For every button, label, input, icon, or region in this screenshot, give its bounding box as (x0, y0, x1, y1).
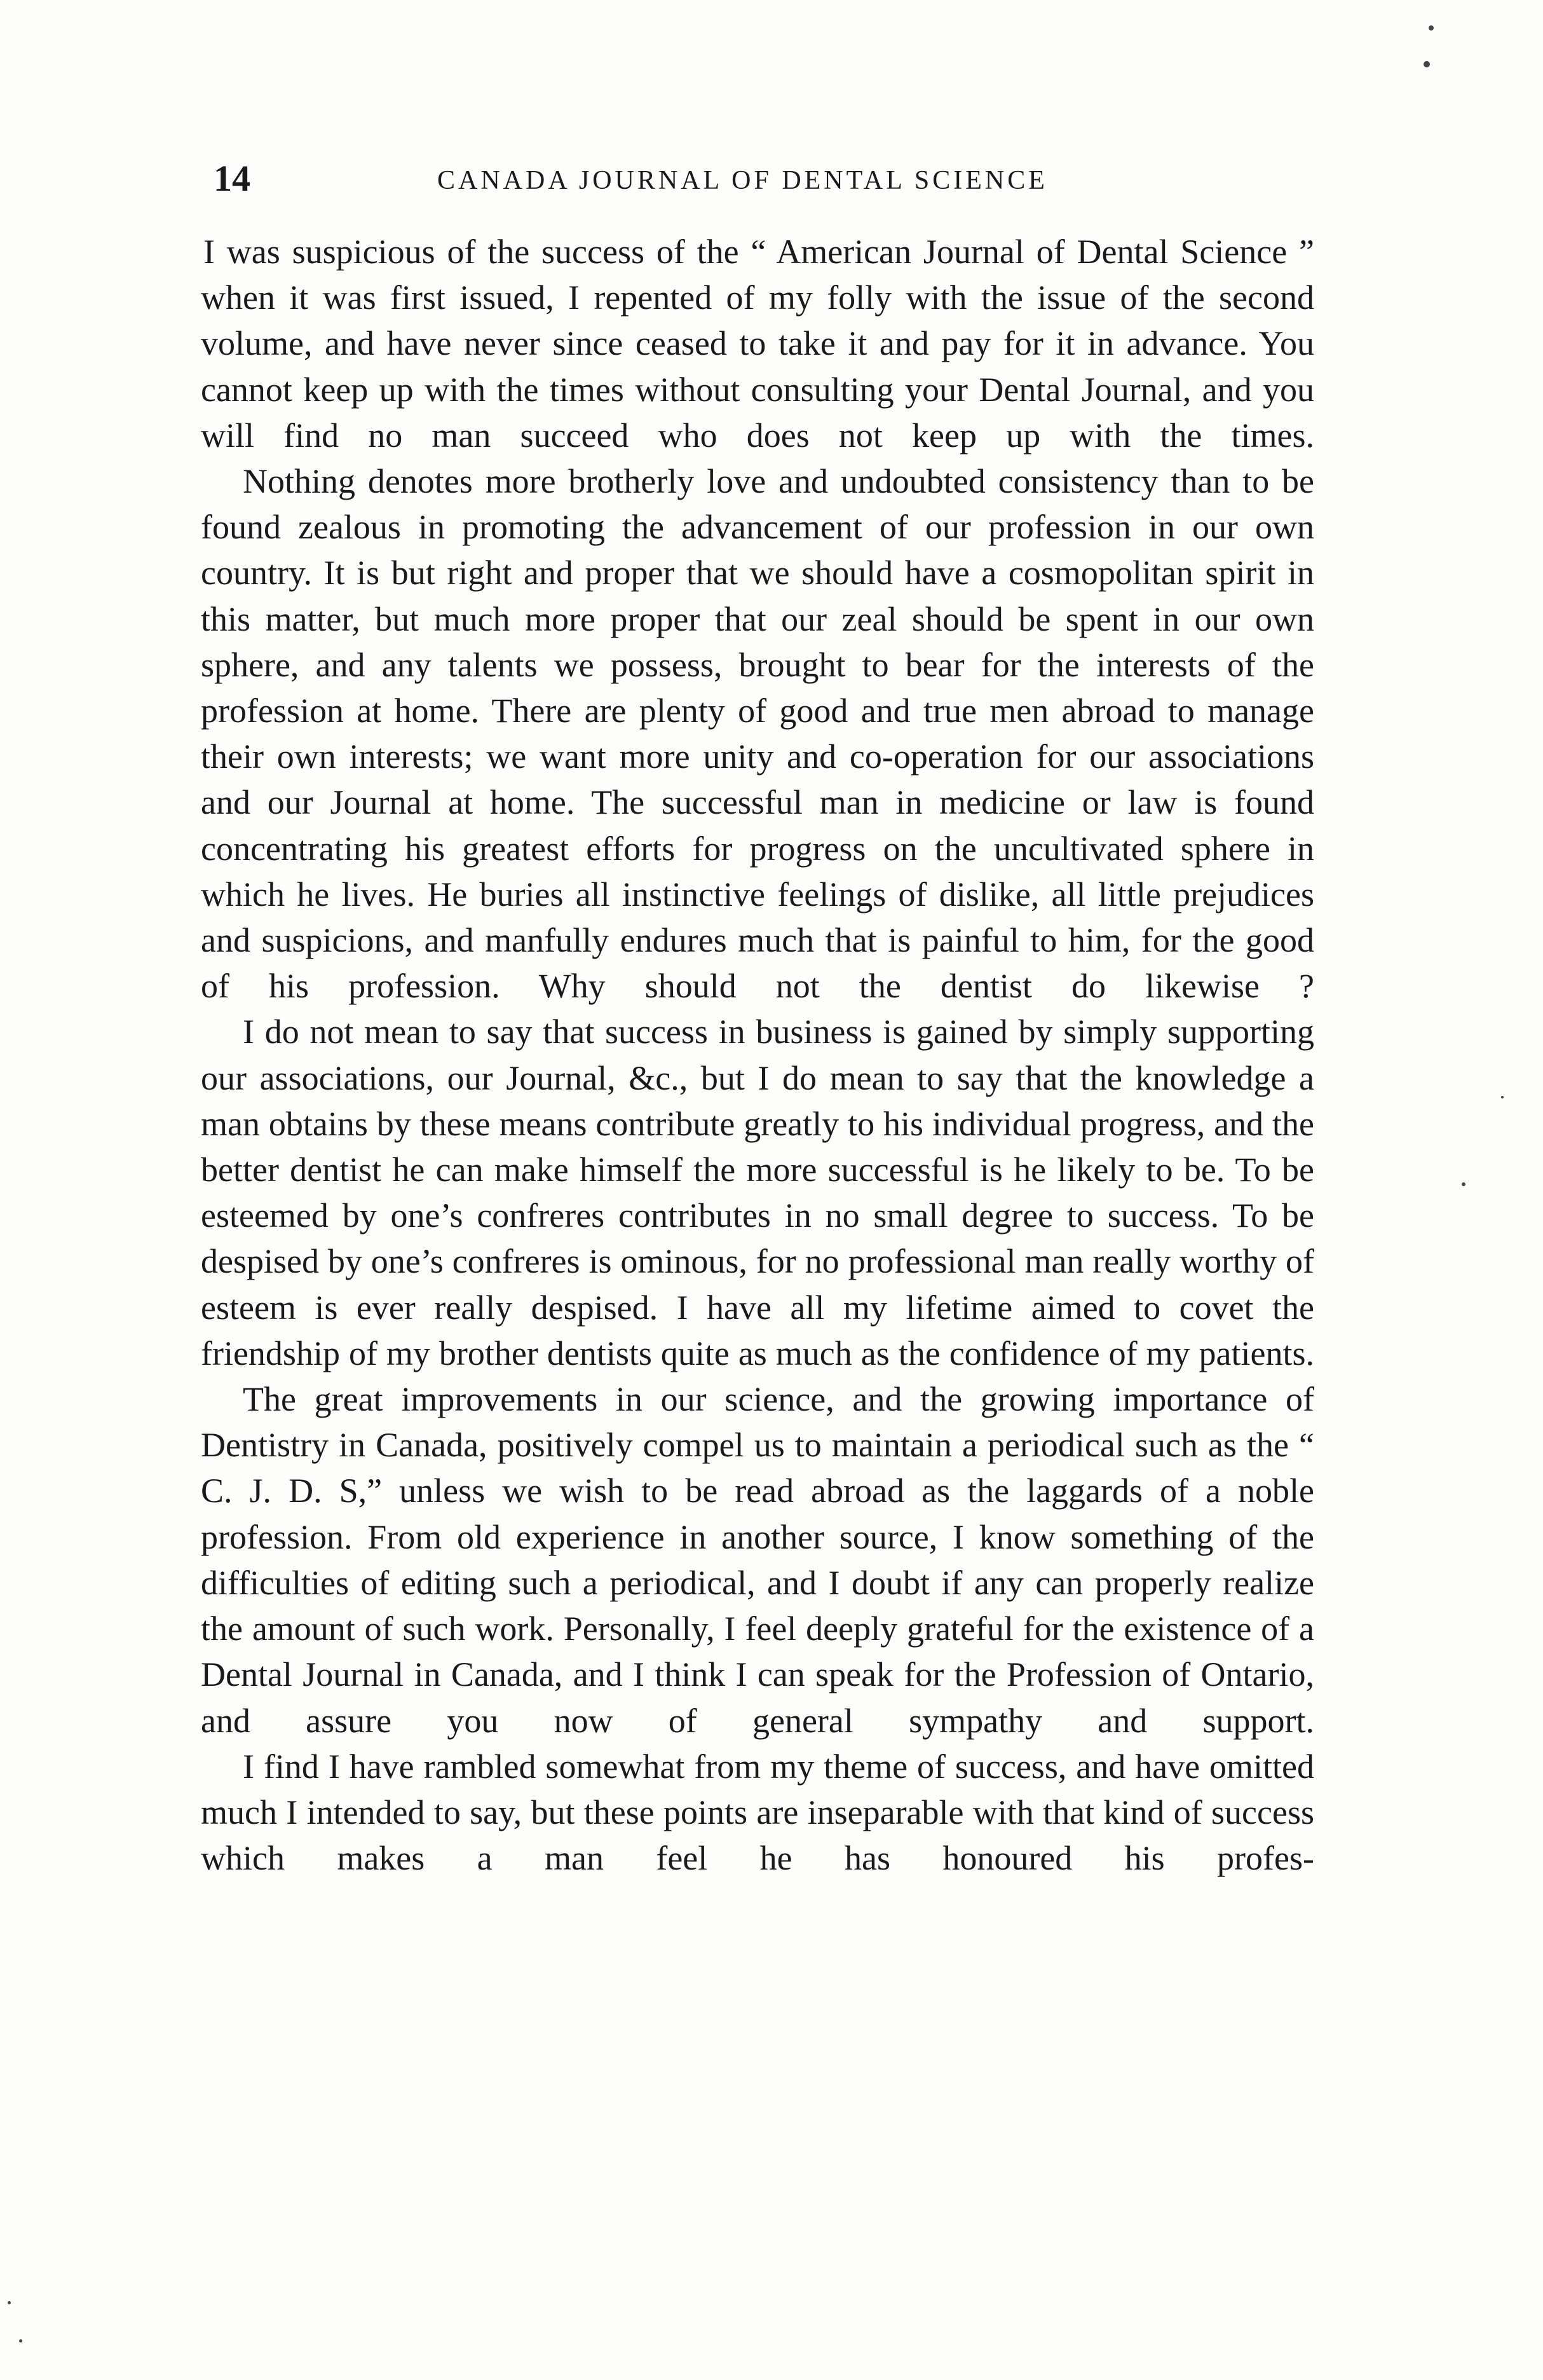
paragraph-4: The great improvements in our science, and the growing importance of Dentistry in Canada, positively compel us to maintain a periodical such as the “ C. J. D. S,” unless we wish to be read abroad as the laggards of a noble profession. From old experience in another source, I know something of the difficulties of editing such a periodical, and I doubt if any can properly realize the amount of such work. Personally, I feel deeply grateful for the existence of a Dental Journal in Canada, and I think I can speak for the Profession of Ontario, and assure you now of general sympathy and support. (201, 1380, 1314, 1740)
running-title: CANADA JOURNAL OF DENTAL SCIENCE (437, 166, 1048, 195)
paragraph-3: I do not mean to say that success in business is gained by simply supporting our associations, our Journal, &c., but I do mean to say that the knowledge a man obtains by these means contribute greatly to his individual progress, and the better dentist he can make himself the more successful is he likely to be. To be esteemed by one’s confreres contributes in no small degree to success. To be despised by one’s confreres is ominous, for no professional man really worthy of esteem is ever really despised. I have all my lifetime aimed to covet the friendship of my brother dentists quite as much as the confidence of my patients. (201, 1013, 1314, 1372)
scan-speck (8, 2301, 11, 2304)
scan-speck (19, 2339, 22, 2342)
scan-speck (1424, 61, 1430, 67)
scan-speck (1462, 1182, 1465, 1186)
article-body (201, 229, 1314, 1881)
scan-speck (1429, 25, 1434, 31)
page-header (208, 156, 1314, 201)
paragraph-1: I was suspicious of the success of the “ American Journal of Dental Science ” when it was first issued, I repented of my folly with the issue of the second volume, and have never since ceased to take it and pay for it in advance. You cannot keep up with the times without consulting your Dental Journal, and you will find no man succeed who does not keep up with the times. (201, 233, 1314, 455)
scan-speck (1501, 1096, 1504, 1098)
paragraph-5: I find I have rambled somewhat from my theme of success, and have omitted much I intended to say, but these points are inseparable with that kind of success which makes a man feel he has honoured his profes- (201, 1747, 1314, 1878)
paragraph-2: Nothing denotes more brotherly love and undoubted consistency than to be found zealous in promoting the advancement of our profession in our own country. It is but right and proper that we should have a cosmopolitan spirit in this matter, but much more proper that our zeal should be spent in our own sphere, and any talents we possess, brought to bear for the interests of the profession at home. There are plenty of good and true men abroad to manage their own interests; we want more unity and co-operation for our associations and our Journal at home. The successful man in medicine or law is found concentrating his greatest efforts for progress on the uncultivated sphere in which he lives. He buries all instinctive feelings of dislike, all little prejudices and suspicions, and manfully endures much that is painful to him, for the good of his profession. Why should not the dentist do likewise ? (201, 462, 1314, 1006)
page-number: 14 (214, 158, 250, 199)
